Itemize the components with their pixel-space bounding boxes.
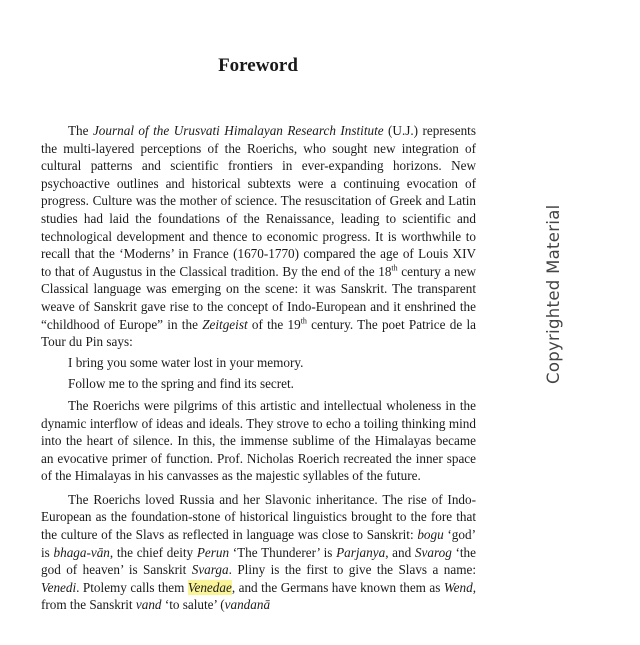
quote-line-1: I bring you some water lost in your memory. bbox=[68, 354, 304, 370]
foreword-body bbox=[41, 122, 476, 614]
zeitgeist-term: Zeitgeist bbox=[202, 316, 248, 332]
highlighted-term: Venedae bbox=[187, 579, 232, 595]
paragraph-2: The Roerichs were pilgrims of this artistic and intellectual wholeness in the dynamic interflow of ideas and ideals. They strove to echo a toiling thinking mind into the heart of silence. In this, the immense sublime of the Himalayas became an evocative primer of function. Prof. Nicholas Roerich recreated the inner space of the Himalayas in his canvasses as the majestic syllables of the future. bbox=[41, 397, 476, 484]
paragraph-3: The Roerichs loved Russia and her Slavonic inheritance. The rise of Indo-European as the foundation-stone of historical linguistics brought to the fore that the culture of the Slavs as reflected in language was close to Sanskrit: bogu ‘god’ is bhaga-vān, the chief deity Perun ‘The Thunderer’ is Parjanya, and Svarog ‘the god of heaven’ is Sanskrit Svarga. Pliny is the first to give the Slavs a name: Venedi. Ptolemy calls them Venedae, and the Germans have known them as Wend, from the Sanskrit vand ‘to salute’ (vandanā bbox=[41, 491, 477, 613]
copyright-watermark: Copyrighted Material bbox=[544, 204, 563, 384]
paragraph-1: The Journal of the Urusvati Himalayan Research Institute (U.J.) represents the multi-layered perceptions of the Roerichs, who sought new integration of cultural patterns and scientific frontiers in ever-expanding horizons. New psychoactive outlines and historical subtexts were a continuing evocation of progress. Culture was the mother of science. The resuscitation of Greek and Latin studies had laid the foundations of the Renaissance, leading to scientific and technological development and thence to economic progress. It is worthwhile to recall that the ‘Moderns’ in France (1670-1770) compared the age of Louis XIV to that of Augustus in the Classical tradition. By the end of the 18th century a new Classical language was emerging on the scene: it was Sanskrit. The transparent weave of Sanskrit gave rise to the concept of Indo-European and it enshrined the “childhood of Europe” in the Zeitgeist of the 19th century. The poet Patrice de la Tour du Pin says: bbox=[41, 123, 476, 350]
quote-line-2: Follow me to the spring and find its secret. bbox=[68, 376, 294, 392]
journal-title: Journal of the Urusvati Himalayan Research Institute bbox=[92, 123, 384, 138]
page-title: Foreword bbox=[218, 55, 298, 76]
